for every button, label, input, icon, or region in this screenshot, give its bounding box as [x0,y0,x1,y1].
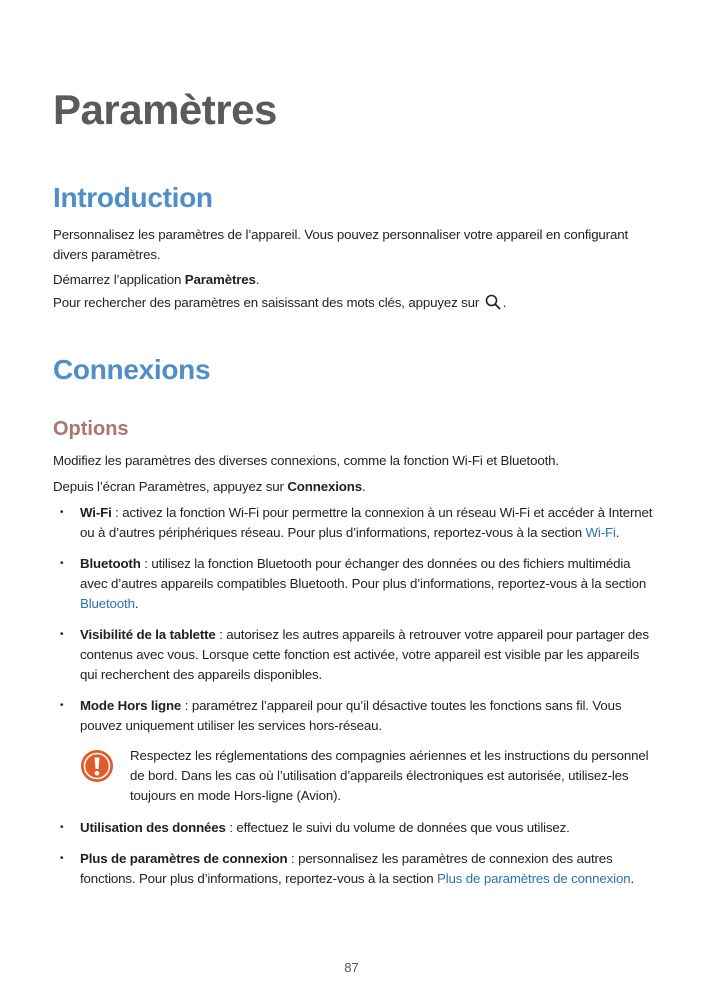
intro-paragraph-1: Personnalisez les paramètres de l’appareil. Vous pouvez personnaliser votre appareil en configurant divers paramètres. [53,227,628,262]
page-number: 87 [344,960,359,975]
connexions-menu-name: Connexions [287,479,362,494]
options-heading: Options [53,418,129,440]
options-paragraph-1: Modifiez les paramètres des diverses connexions, comme la fonction Wi-Fi et Bluetooth. [53,453,559,468]
intro-paragraph-3: Pour rechercher des paramètres en saisissant des mots clés, appuyez sur . [53,295,507,310]
options-paragraph-2: Depuis l’écran Paramètres, appuyez sur Connexions. [53,479,366,494]
warning-note [80,746,653,806]
warning-text: Respectez les réglementations des compagnies aériennes et les instructions du personnel de bord. Dans les cas où l’utilisation d’appareils électroniques est autorisée, utilisez-les toujours en mode Hors-ligne (Avion). [130,748,649,803]
list-item-offline-mode: • Mode Hors ligne : paramétrez l’appareil pour qu’il désactive toutes les fonctions sans fil. Vous pouvez uniquement utiliser les services hors-réseau. [53,696,653,736]
parametres-app-name: Paramètres [184,272,256,287]
options-list-2 [53,818,653,900]
bluetooth-section-link[interactable]: Bluetooth [80,596,135,611]
warning-icon [80,749,114,783]
list-item-wifi: • Wi-Fi : activez la fonction Wi-Fi pour permettre la connexion à un réseau Wi-Fi et accéder à Internet ou à d’autres périphériques réseau. Pour plus d’informations, reportez-vous à la section Wi-Fi. [53,503,653,543]
more-connection-settings-link[interactable]: Plus de paramètres de connexion [437,871,631,886]
page-title: Paramètres [53,86,277,133]
options-list [53,503,653,747]
wifi-section-link[interactable]: Wi-Fi [585,525,616,540]
list-item-bluetooth: • Bluetooth : utilisez la fonction Bluetooth pour échanger des données ou des fichiers multimédia avec d’autres appareils compatibles Bluetooth. Pour plus d’informations, reportez-vous à la section Bluetooth. [53,554,653,614]
introduction-heading: Introduction [53,182,213,213]
connexions-heading: Connexions [53,354,211,385]
search-icon [485,294,501,310]
list-item-visibility: • Visibilité de la tablette : autorisez les autres appareils à retrouver votre appareil pour partager des contenus avec vous. Lorsque cette fonction est activée, votre appareil est visible par les appareils qui recherchent des appareils disponibles. [53,625,653,685]
intro-paragraph-2: Démarrez l’application Paramètres. [53,272,260,287]
list-item-more-connection-settings: • Plus de paramètres de connexion : personnalisez les paramètres de connexion des autres fonctions. Pour plus d’informations, reportez-vous à la section Plus de paramètres de connexion. [53,849,653,889]
list-item-data-usage: • Utilisation des données : effectuez le suivi du volume de données que vous utilisez. [53,818,653,838]
